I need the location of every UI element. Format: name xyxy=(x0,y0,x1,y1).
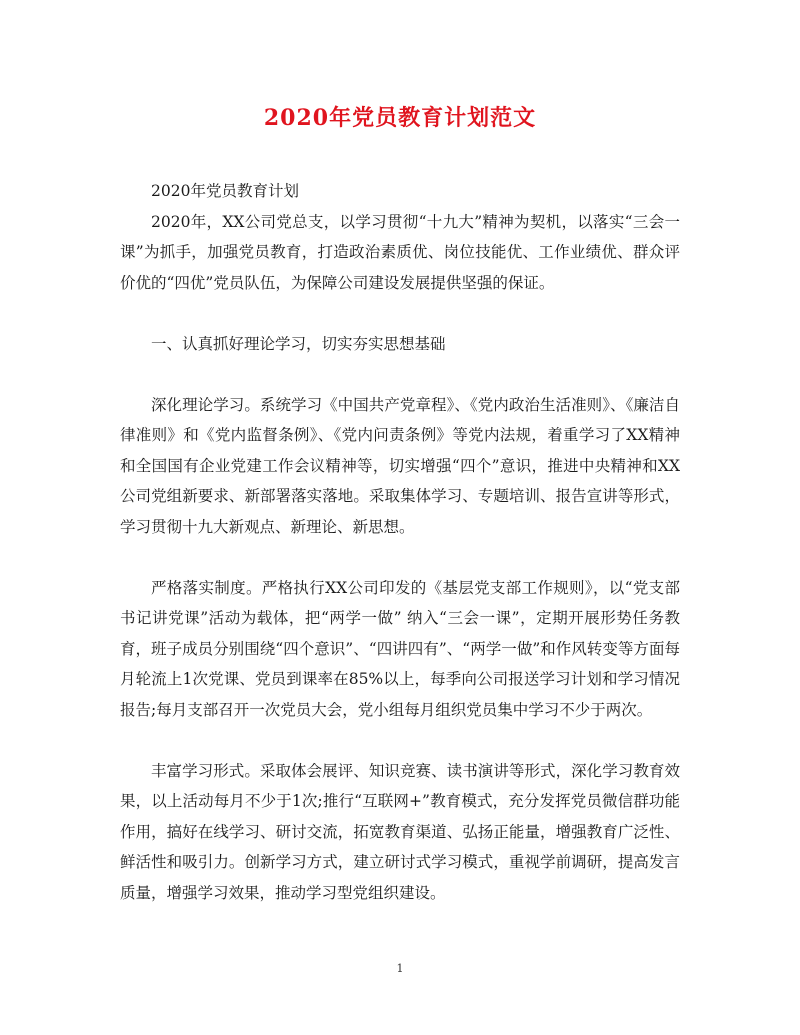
paragraph-study-forms: 丰富学习形式。采取体会展评、知识竞赛、读书演讲等形式，深化学习教育效果，以上活动每月不少于1次;推行“互联网+”教育模式，充分发挥党员微信群功能作用，搞好在线学习、研讨交流，拓宽教育渠道、弘扬正能量，增强教育广泛性、鲜活性和吸引力。创新学习方式，建立研讨式学习模式，重视学前调研，提高发言质量，增强学习效果，推动学习型党组织建设。 xyxy=(120,761,680,902)
paragraph-system-implementation: 严格落实制度。严格执行XX公司印发的《基层党支部工作规则》，以“党支部书记讲党课”活动为载体，把“两学一做” 纳入“三会一课”，定期开展形势任务教育，班子成员分别围绕“四个意识”、“四讲四有”、“两学一做”和作风转变等方面每月轮流上1次党课、党员到课率在85%以上，每季向公司报送学习计划和学习情况报告;每月支部召开一次党员大会，党小组每月组织党员集中学习不少于两次。 xyxy=(120,578,680,719)
document-title: 2020年党员教育计划范文 xyxy=(263,105,537,131)
document-body xyxy=(120,176,680,908)
page-number: 1 xyxy=(396,962,404,975)
intro-paragraph: 2020年，XX公司党总支，以学习贯彻“十九大”精神为契机，以落实“三会一课”为抓手，加强党员教育，打造政治素质优、岗位技能优、工作业绩优、群众评价优的“四优”党员队伍，为保障公司建设发展提供坚强的保证。 xyxy=(120,212,680,292)
section-heading-1: 一、认真抓好理论学习，切实夯实思想基础 xyxy=(151,334,446,353)
paragraph-theory-study: 深化理论学习。系统学习《中国共产党章程》、《党内政治生活准则》、《廉洁自律准则》和《党内监督条例》、《党内问责条例》等党内法规，着重学习了XX精神和全国国有企业党建工作会议精神等，切实增强“四个”意识，推进中央精神和XX公司党组新要求、新部署落实落地。采取集体学习、专题培训、报告宣讲等形式，学习贯彻十九大新观点、新理论、新思想。 xyxy=(120,395,680,536)
document-subtitle: 2020年党员教育计划 xyxy=(151,182,299,200)
